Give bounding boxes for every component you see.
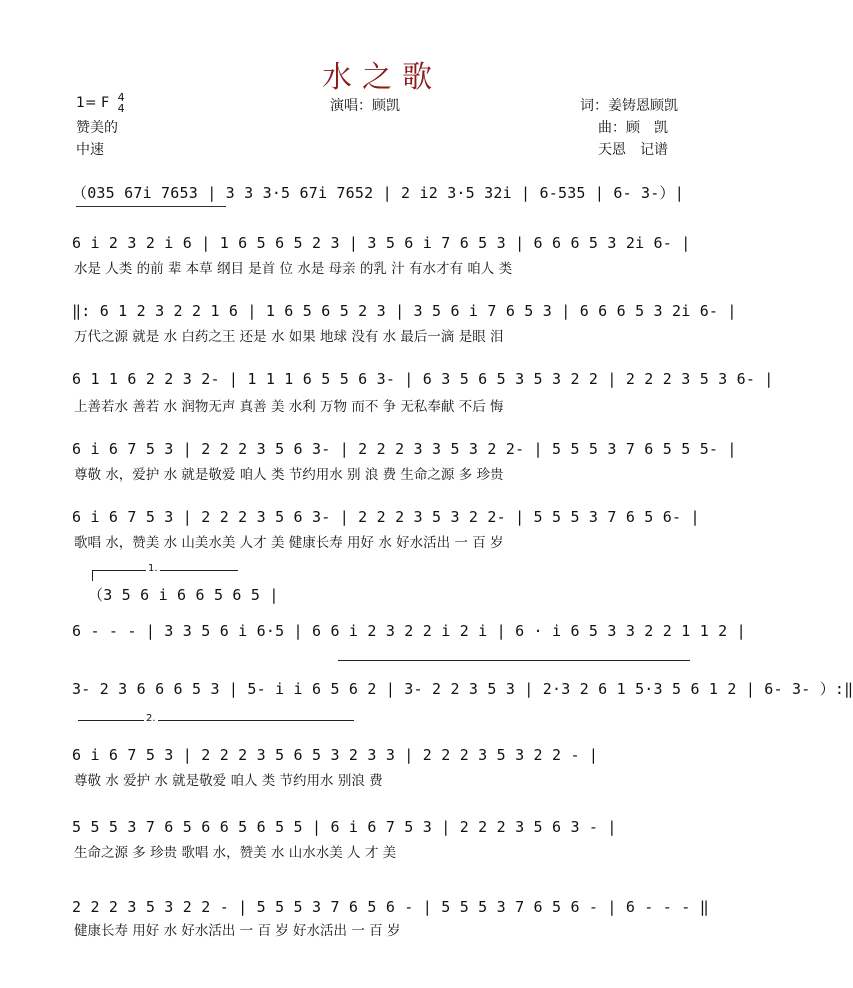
lyrics-line-9: 尊敬 水 爱护 水 就是敬爱 咱人 类 节约用水 别浪 费 bbox=[74, 773, 383, 789]
lyrics-line-2: 水是 人类 的前 辈 本草 纲目 是首 位 水是 母亲 的乳 汁 有水才有 咱人 类 bbox=[74, 261, 513, 277]
lyrics-line-10: 生命之源 多 珍贵 歌唱 水，赞美 水 山水水美 人 才 美 bbox=[74, 845, 397, 861]
notation-line-8: 3- 2 3 6 6 6 5 3 | 5- i i 6 5 6 2 | 3- 2 2 3 5 3 | 2·3 2 6 1 5·3 5 6 1 2 | 6- 3- ）:‖ bbox=[72, 680, 853, 698]
notation-line-10: 5 5 5 3 7 6 5 6 6 5 6 5 5 | 6 i 6 7 5 3 | 2 2 2 3 5 6 3 - | bbox=[72, 818, 617, 836]
volta-label-1: 1. bbox=[148, 563, 158, 574]
beam-line bbox=[76, 206, 226, 207]
notation-line-1: （035 67i 7653 | 3 3 3·5 67i 7652 | 2 i2 3·5 32i | 6-535 | 6- 3-）| bbox=[72, 184, 684, 202]
notation-line-6: 6 i 6 7 5 3 | 2 2 2 3 5 6 3- | 2 2 2 3 5 3 2 2- | 5 5 5 3 7 6 5 6- | bbox=[72, 508, 700, 526]
time-signature bbox=[118, 92, 125, 114]
composer-credit: 曲：顾 凯 bbox=[598, 120, 668, 136]
notation-line-2: 6 i 2 3 2 i 6 | 1 6 5 6 5 2 3 | 3 5 6 i 7 6 5 3 | 6 6 6 5 3 2i 6- | bbox=[72, 234, 691, 252]
notation-line-5: 6 i 6 7 5 3 | 2 2 2 3 5 6 3- | 2 2 2 3 3 5 3 2 2- | 5 5 5 3 7 6 5 5 5- | bbox=[72, 440, 737, 458]
lyrics-line-3: 万代之源 就是 水 白药之王 还是 水 如果 地球 没有 水 最后一滴 是眼 泪 bbox=[74, 329, 504, 345]
lyrics-line-4: 上善若水 善若 水 润物无声 真善 美 水利 万物 而不 争 无私奉献 不后 悔 bbox=[74, 399, 504, 415]
notation-line-11: 2 2 2 3 5 3 2 2 - | 5 5 5 3 7 6 5 6 - | 5 5 5 3 7 6 5 6 - | 6 - - - ‖ bbox=[72, 898, 709, 916]
volta-bracket-1 bbox=[92, 570, 238, 581]
phrase-line bbox=[338, 660, 690, 661]
transcriber-credit: 天恩 记谱 bbox=[598, 142, 668, 158]
singer-credit: 演唱：顾凯 bbox=[330, 98, 400, 114]
expression-mark: 赞美的 bbox=[76, 120, 118, 136]
notation-line-7a: （3 5 6 i 6 6 5 6 5 | bbox=[88, 586, 279, 604]
notation-line-4: 6 1 1 6 2 2 3 2- | 1 1 1 6 5 5 6 3- | 6 3 5 6 5 3 5 3 2 2 | 2 2 2 3 5 3 6- | bbox=[72, 370, 774, 388]
lyrics-line-6: 歌唱 水，赞美 水 山美水美 人才 美 健康长寿 用好 水 好水活出 一 百 岁 bbox=[74, 535, 504, 551]
key-signature bbox=[76, 92, 125, 114]
volta-label-2: 2. bbox=[146, 713, 156, 724]
lyrics-line-5: 尊敬 水，爱护 水 就是敬爱 咱人 类 节约用水 别 浪 费 生命之源 多 珍贵 bbox=[74, 467, 504, 483]
notation-line-7: 6 - - - | 3 3 5 6 i 6·5 | 6 6 i 2 3 2 2 i 2 i | 6 · i 6 5 3 3 2 2 1 1 2 | bbox=[72, 622, 746, 640]
time-top: 4 bbox=[117, 91, 125, 104]
time-bottom: 4 bbox=[117, 102, 125, 115]
lyrics-line-11: 健康长寿 用好 水 好水活出 一 百 岁 好水活出 一 百 岁 bbox=[74, 923, 401, 939]
volta-bracket-2 bbox=[78, 720, 354, 731]
lyricist-credit: 词：姜铸恩顾凯 bbox=[580, 98, 678, 114]
key-label: 1= F bbox=[76, 95, 110, 111]
tempo-mark: 中速 bbox=[76, 142, 104, 158]
notation-line-3: ‖: 6 1 2 3 2 2 1 6 | 1 6 5 6 5 2 3 | 3 5 6 i 7 6 5 3 | 6 6 6 5 3 2i 6- | bbox=[72, 302, 737, 320]
song-title: 水之歌 bbox=[322, 60, 442, 95]
notation-line-9: 6 i 6 7 5 3 | 2 2 2 3 5 6 5 3 2 3 3 | 2 2 2 3 5 3 2 2 - | bbox=[72, 746, 599, 764]
